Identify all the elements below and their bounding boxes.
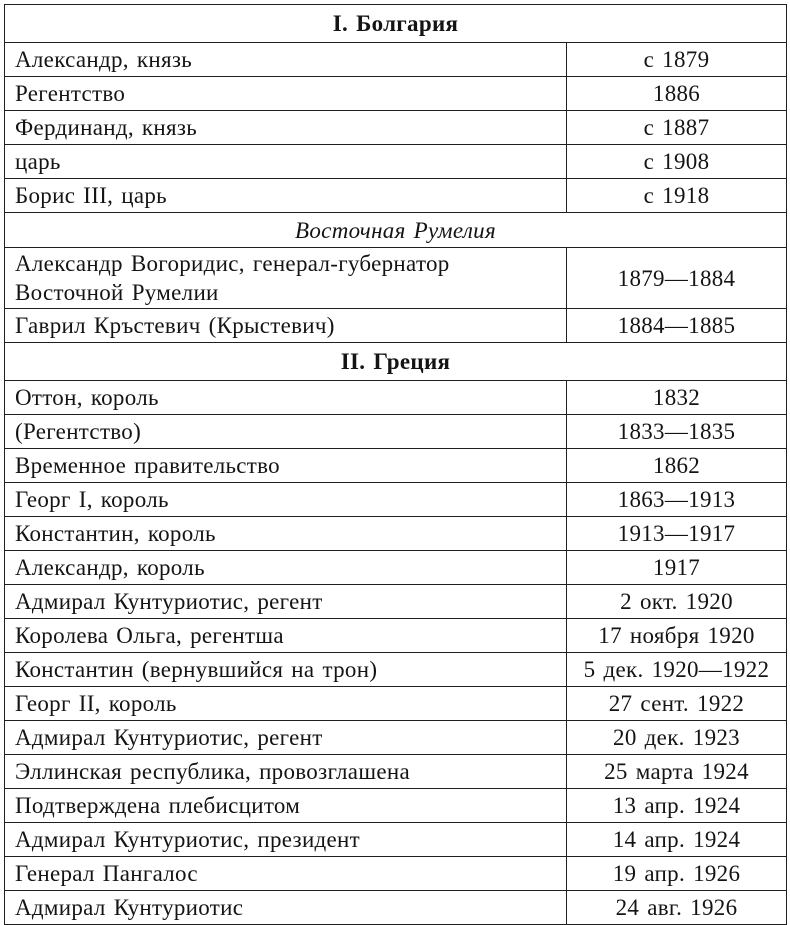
ruler-name-cell: Генерал Пангалос <box>5 857 567 891</box>
ruler-date-cell: 25 марта 1924 <box>567 755 787 789</box>
table-row <box>5 309 787 343</box>
table-row <box>5 415 787 449</box>
rulers-table <box>4 4 787 925</box>
table-row <box>5 5 787 43</box>
table-row <box>5 789 787 823</box>
ruler-name-cell: Адмирал Кунтуриотис, регент <box>5 585 567 619</box>
table-row <box>5 517 787 551</box>
table-row <box>5 619 787 653</box>
ruler-name-cell: Адмирал Кунтуриотис, регент <box>5 721 567 755</box>
table-row <box>5 449 787 483</box>
section-header-cell: I. Болгария <box>5 5 787 43</box>
ruler-name-cell: Оттон, король <box>5 381 567 415</box>
ruler-date-cell: 1879—1884 <box>567 248 787 309</box>
table-row <box>5 145 787 179</box>
table-row <box>5 721 787 755</box>
table-row <box>5 77 787 111</box>
ruler-date-cell: 1917 <box>567 551 787 585</box>
ruler-date-cell: 1863—1913 <box>567 483 787 517</box>
ruler-date-cell: 1862 <box>567 449 787 483</box>
ruler-date-cell: с 1887 <box>567 111 787 145</box>
rulers-table-body <box>5 5 787 925</box>
ruler-date-cell: 1833—1835 <box>567 415 787 449</box>
ruler-date-cell: 13 апр. 1924 <box>567 789 787 823</box>
ruler-name-cell: Георг I, король <box>5 483 567 517</box>
table-row <box>5 755 787 789</box>
table-row <box>5 381 787 415</box>
ruler-name-cell: Георг II, король <box>5 687 567 721</box>
ruler-name-cell: Временное правительство <box>5 449 567 483</box>
ruler-name-cell: (Регентство) <box>5 415 567 449</box>
ruler-name-cell: Адмирал Кунтуриотис <box>5 891 567 925</box>
ruler-name-cell: Эллинская республика, провозглашена <box>5 755 567 789</box>
table-row <box>5 585 787 619</box>
ruler-name-cell: Регентство <box>5 77 567 111</box>
table-row <box>5 213 787 248</box>
ruler-name-cell: Константин (вернувшийся на трон) <box>5 653 567 687</box>
page <box>0 4 790 920</box>
ruler-date-cell: 27 сент. 1922 <box>567 687 787 721</box>
ruler-name-cell: царь <box>5 145 567 179</box>
table-row <box>5 343 787 381</box>
ruler-date-cell: 20 дек. 1923 <box>567 721 787 755</box>
ruler-date-cell: 19 апр. 1926 <box>567 857 787 891</box>
subsection-header-cell: Восточная Румелия <box>5 213 787 248</box>
ruler-date-cell: 1886 <box>567 77 787 111</box>
section-header-cell: II. Греция <box>5 343 787 381</box>
table-row <box>5 857 787 891</box>
ruler-name-cell: Гаврил Кръстевич (Крыстевич) <box>5 309 567 343</box>
ruler-name-cell: Подтверждена плебисцитом <box>5 789 567 823</box>
ruler-date-cell: 2 окт. 1920 <box>567 585 787 619</box>
ruler-name-cell: Королева Ольга, регентша <box>5 619 567 653</box>
ruler-name-cell: Константин, король <box>5 517 567 551</box>
ruler-date-cell: с 1879 <box>567 43 787 77</box>
ruler-date-cell: 17 ноября 1920 <box>567 619 787 653</box>
ruler-name-cell: Александр Вогоридис, генерал-губернатор Восточной Румелии <box>5 248 567 309</box>
table-row <box>5 111 787 145</box>
table-row <box>5 43 787 77</box>
ruler-date-cell: с 1908 <box>567 145 787 179</box>
table-row <box>5 248 787 309</box>
ruler-date-cell: 24 авг. 1926 <box>567 891 787 925</box>
ruler-date-cell: 1913—1917 <box>567 517 787 551</box>
ruler-name-cell: Александр, князь <box>5 43 567 77</box>
table-row <box>5 823 787 857</box>
ruler-name-cell: Борис III, царь <box>5 179 567 213</box>
ruler-name-cell: Александр, король <box>5 551 567 585</box>
ruler-name-cell: Фердинанд, князь <box>5 111 567 145</box>
ruler-name-cell: Адмирал Кунтуриотис, президент <box>5 823 567 857</box>
ruler-date-cell: с 1918 <box>567 179 787 213</box>
ruler-date-cell: 1832 <box>567 381 787 415</box>
ruler-date-cell: 14 апр. 1924 <box>567 823 787 857</box>
table-row <box>5 891 787 925</box>
table-row <box>5 483 787 517</box>
table-row <box>5 179 787 213</box>
ruler-date-cell: 5 дек. 1920—1922 <box>567 653 787 687</box>
table-row <box>5 551 787 585</box>
ruler-date-cell: 1884—1885 <box>567 309 787 343</box>
table-row <box>5 653 787 687</box>
table-row <box>5 687 787 721</box>
